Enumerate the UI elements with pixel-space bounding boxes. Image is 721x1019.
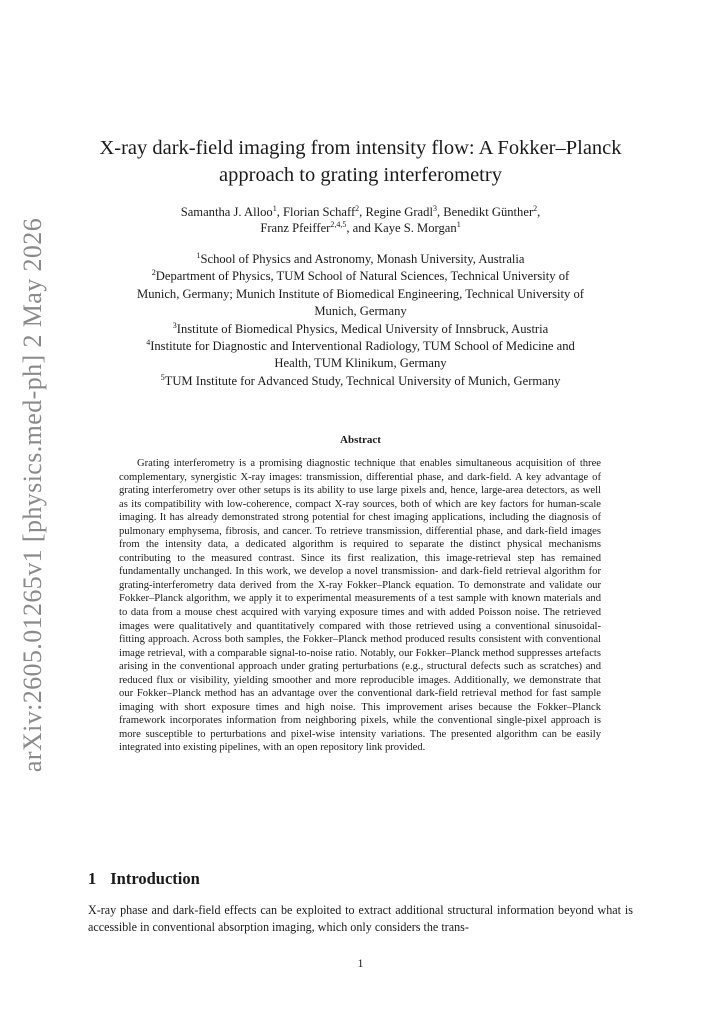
author-affil-sup: 1	[456, 220, 461, 229]
author-list: Samantha J. Alloo$^1$, Florian Schaff$^2$, Regine Gradl$^3$, Benedikt Günther$^2$, Franz Pfeiffer$^{2,4,5}$, and Kaye S. Morgan$^1$	[180, 204, 541, 235]
affiliation-4	[80, 338, 641, 373]
affil-text: Institute for Diagnostic and Interventional Radiology, TUM School of Medicine and	[150, 339, 575, 354]
author-affil-sup: 1	[272, 204, 277, 213]
author-name: Regine Gradl	[365, 205, 433, 219]
affiliation-1	[80, 251, 641, 268]
arxiv-identifier: arXiv:2605.01265v1 [physics.med-ph] 2 May 2026	[18, 217, 47, 773]
arxiv-side-stamp	[8, 217, 58, 773]
affil-sup: 5	[160, 372, 165, 382]
author-affil-sup: 2,4,5	[330, 220, 347, 229]
affil-sup: 1	[196, 251, 201, 260]
author-affil-sup: 2	[355, 204, 360, 213]
author-affil-sup: 3	[432, 204, 437, 213]
abstract-text: Grating interferometry is a promising diagnostic technique that enables simultaneous acquisition of three complementary, synergistic X-ray images: transmission, differential phase, and dark-field. A key advantage of grating interferometry over other setups is its ability to use large pixels and, hence, large-area detectors, as well as its compatibility with low-coherence, compact X-ray sources, both of which are key factors for human-scale imaging. It has already demonstrated strong potential for chest imaging applications, including the diagnosis of pulmonary emphysema, fibrosis, and cancer. To retrieve transmission, differential phase, and dark-field images from the intensity data, a dedicated algorithm is required to separate the distinct physical mechanisms contributing to the measured contrast. Since its first realization, this image-retrieval step has remained fundamentally unchanged. In this work, we develop a novel transmission- and dark-field retrieval algorithm for grating-interferometry data derived from the X-ray Fokker–Planck equation. To demonstrate and validate our Fokker–Planck algorithm, we apply it to experimental measurements of a test sample with known materials and to data from a mouse chest acquired with varying exposure times and with added Poisson noise. The retrieved images were qualitatively and quantitatively compared with those retrieved using a conventional sinusoidal-fitting approach. Across both samples, the Fokker–Planck method produced results consistent with conventional image retrieval, with a comparable signal-to-noise ratio. Notably, our Fokker–Planck method suppresses artefacts arising in the conventional approach under grating perturbations (e.g., structural defects such as scratches) and reduced flux or visibility, yielding smoother and more reproducible images. Additionally, we demonstrate that our Fokker–Planck method has an advantage over the conventional dark-field retrieval method for fast sample imaging with short exposure times and high noise. This improvement arises because the Fokker–Planck framework incorporates information from neighboring pixels, while the conventional single-pixel approach is more susceptible to perturbations and pixel-wise intensity variations. The presented algorithm can be easily integrated into existing pipelines, with an open repository link provided.	[119, 458, 601, 754]
affil-text: TUM Institute for Advanced Study, Technical University of Munich, Germany	[164, 373, 561, 388]
affil-text: Institute of Biomedical Physics, Medical University of Innsbruck, Austria	[176, 321, 549, 336]
author-name: Franz Pfeiffer	[260, 221, 331, 235]
affil-text: School of Physics and Astronomy, Monash University, Australia	[200, 252, 525, 266]
author-affil-sup: 2	[533, 204, 538, 213]
affil-sup: 4	[146, 338, 151, 348]
title-line-1: X-ray dark-field imaging from intensity flow: A Fokker–Planck	[99, 137, 622, 159]
page-number: 1	[357, 956, 364, 970]
abstract-heading: Abstract	[340, 434, 381, 446]
title-line-2: approach to grating interferometry	[219, 164, 502, 186]
author-conjunction: and	[352, 221, 371, 235]
author-name: Florian Schaff	[282, 205, 356, 219]
affiliation-5	[80, 373, 641, 390]
section-number: 1	[88, 869, 97, 888]
affil-sup: 3	[172, 320, 177, 330]
paper-title	[88, 135, 633, 189]
affil-text: Munich, Germany	[314, 304, 407, 319]
author-name: Benedikt Günther	[443, 205, 534, 219]
affiliation-2	[80, 268, 641, 320]
affil-text: Munich, Germany; Munich Institute of Biomedical Engineering, Technical University of	[137, 286, 584, 301]
affiliation-list	[80, 251, 641, 390]
author-name: Samantha J. Alloo	[180, 205, 273, 219]
affil-sup: 2	[151, 268, 156, 278]
section-title: Introduction	[110, 869, 200, 888]
introduction-text: X-ray phase and dark-field effects can be exploited to extract additional structural information beyond what is accessible in conventional absorption imaging, which only considers the trans-	[88, 903, 633, 934]
author-name: Kaye S. Morgan	[374, 221, 457, 235]
affiliation-3	[80, 321, 641, 338]
affil-text: Health, TUM Klinikum, Germany	[274, 356, 447, 371]
section-heading-introduction	[88, 868, 200, 890]
affil-text: Department of Physics, TUM School of Natural Sciences, Technical University of	[155, 269, 570, 284]
